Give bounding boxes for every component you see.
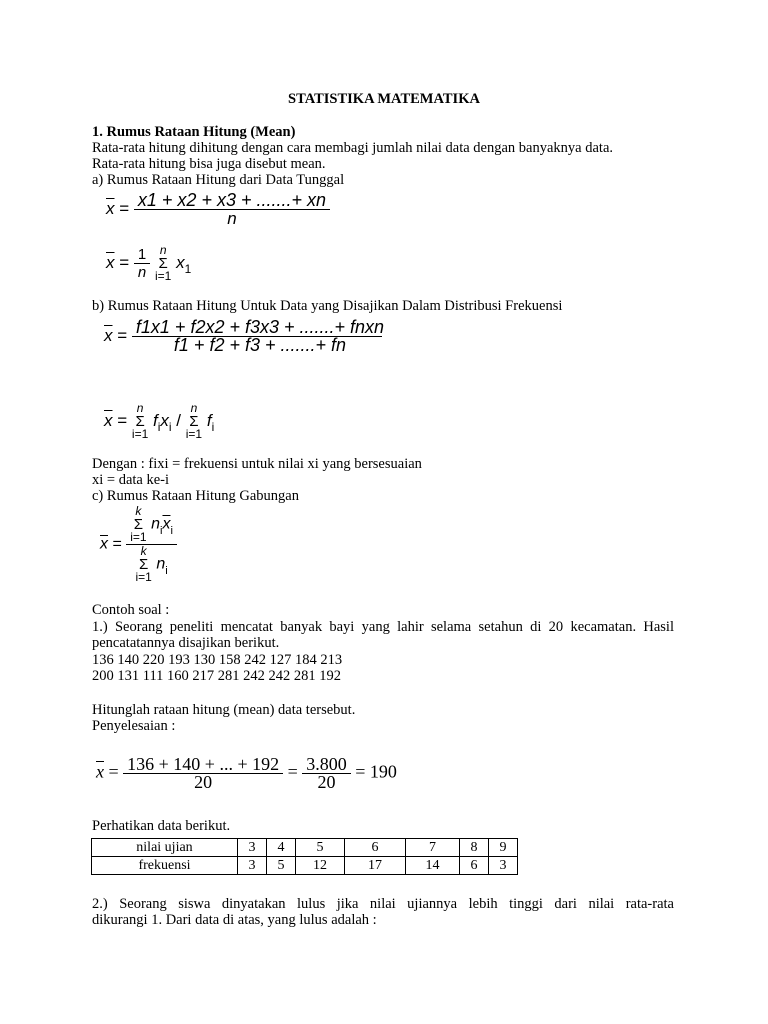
table-cell: 8 — [460, 839, 489, 857]
question-1: 1.) Seorang peneliti mencatat banyak bayi yang lahir selama setahun di 20 kecamatan. Hasil — [92, 619, 674, 635]
row-label: frekuensi — [92, 857, 238, 875]
subheading-a: a) Rumus Rataan Hitung dari Data Tunggal — [92, 172, 345, 188]
question-ask: Hitunglah rataan hitung (mean) data tersebut. — [92, 702, 356, 718]
example-label: Contoh soal : — [92, 602, 170, 618]
formula-frequency: $\overline{x}$ = $\frac{\text{f1x1 + f2x2 + f3x3 + .......+ fnxn}}{f1 + f2 + f3 + .......+ fn}$ — [104, 317, 385, 355]
table-row — [92, 839, 518, 857]
table-cell: 12 — [296, 857, 345, 875]
table-intro: Perhatikan data berikut. — [92, 818, 231, 834]
table-cell: 5 — [296, 839, 345, 857]
question-2-cont: dikurangi 1. Dari data di atas, yang lulus adalah : — [92, 912, 377, 928]
table-cell: 7 — [406, 839, 460, 857]
question-1-cont: pencatatannya disajikan berikut. — [92, 635, 280, 651]
page-title: STATISTIKA MATEMATIKA — [288, 91, 480, 107]
subheading-c: c) Rumus Rataan Hitung Gabungan — [92, 488, 299, 504]
formula-single-data: $\overline{x}$ = $\frac{x1 + x2 + x3 + .......+ xn}{n}$ — [106, 192, 330, 227]
data-row-2: 200 131 111 160 217 281 242 242 281 192 — [92, 668, 342, 684]
table-cell: 3 — [238, 839, 267, 857]
table-cell: 6 — [345, 839, 406, 857]
formula-frequency-sigma: $\overline{x}$ = n Σ i=1 $f_ix_i$ / n Σ i=1 $f_i$ — [104, 401, 215, 441]
table-cell: 17 — [345, 857, 406, 875]
mean-definition: Rata-rata hitung dihitung dengan cara membagi jumlah nilai data dengan banyaknya data. — [92, 140, 614, 156]
table-cell: 6 — [460, 857, 489, 875]
solution-label: Penyelesaian : — [92, 718, 176, 734]
table-cell: 3 — [238, 857, 267, 875]
table-cell: 3 — [489, 857, 518, 875]
formula-combined: $\overline{x}$ = k Σ i=1 $n_i\overline{x}_i$ k Σ i=1 $n_i$ — [100, 505, 177, 584]
score-table — [91, 838, 518, 875]
table-cell: 5 — [267, 857, 296, 875]
table-cell: 9 — [489, 839, 518, 857]
frequency-note: Dengan : fixi = frekuensi untuk nilai xi yang bersesuaian — [92, 456, 422, 472]
example-calculation: $\overline{x}$ = $\frac{136 + 140 + ... + 192}{20}$ = $\frac{3.800}{20}$ = 190 — [96, 754, 397, 792]
row-label: nilai ujian — [92, 839, 238, 857]
mean-alias: Rata-rata hitung bisa juga disebut mean. — [92, 156, 326, 172]
subheading-b: b) Rumus Rataan Hitung Untuk Data yang Disajikan Dalam Distribusi Frekuensi — [92, 298, 563, 314]
section-heading: 1. Rumus Rataan Hitung (Mean) — [92, 124, 296, 140]
table-cell: 14 — [406, 857, 460, 875]
xi-note: xi = data ke-i — [92, 472, 170, 488]
table-row — [92, 857, 518, 875]
table-cell: 4 — [267, 839, 296, 857]
formula-single-sigma: $\overline{x}$ = $\frac{1}{n}$ n Σ i=1 $x_1$ — [106, 243, 192, 283]
question-2: 2.) Seorang siswa dinyatakan lulus jika nilai ujiannya lebih tinggi dari nilai rata-rata — [92, 896, 674, 912]
data-row-1: 136 140 220 193 130 158 242 127 184 213 — [92, 652, 343, 668]
